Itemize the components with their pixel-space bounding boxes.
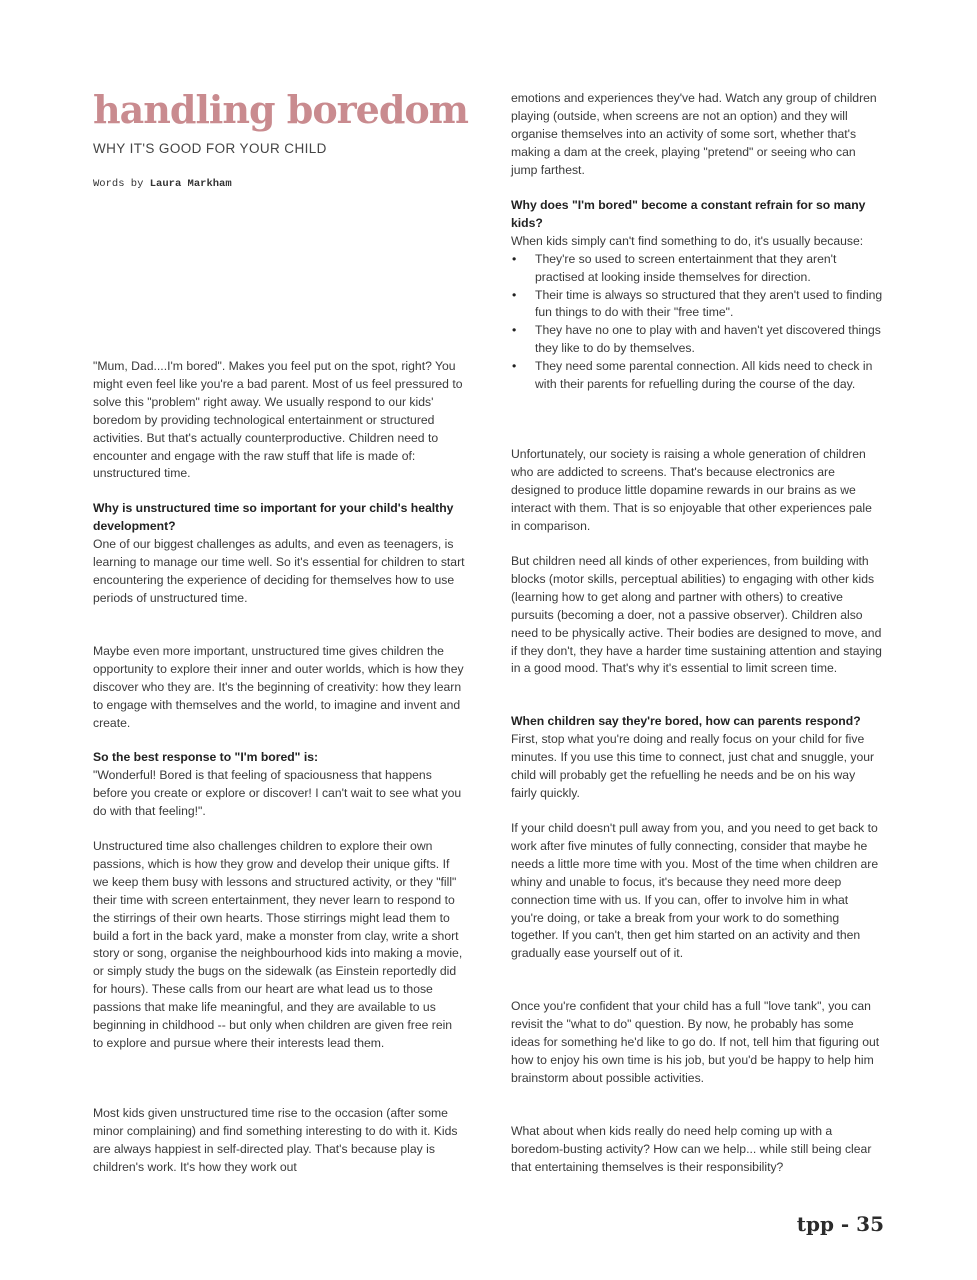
section-heading: When children say they're bored, how can parents respond? <box>511 714 861 728</box>
paragraph: First, stop what you're doing and really focus on your child for five minutes. If you use this time to connect, just chat and snuggle, your child will probably get the refuelling he needs and be on his way fairly quickly. <box>511 731 875 800</box>
paragraph: Unstructured time also challenges children to explore their own passions, which is how they grow and develop their unique gifts. If we keep them busy with lessons and structured activity, or they "fill" their time with screen entertainment, they never learn to respond to the stirrings of their own hearts. Those stirrings might lead them to build a fort in the back yard, make a monster from clay, write a short story or song, organise the neighbourhood kids into making a movie, or simply study the bugs on the sidewalk (as Einstein reportedly did for hours). These calls from our heart are what lead us to those passions that make life meaningful, and they are available to us beginning in childhood -- but only when children are given free rein to explore and pursue where their interests lead them. <box>93 839 463 1050</box>
left-section-best-response <box>93 749 465 821</box>
paragraph: "Wonderful! Bored is that feeling of spaciousness that happens before you create or explore or discover! I can't wait to see what you do with that feeling!". <box>93 767 462 818</box>
paragraph: What about when kids really do need help coming up with a boredom-busting activity? How can we help... while still being clear that entertaining themselves is their responsibility? <box>511 1124 872 1174</box>
reasons-list <box>511 251 883 394</box>
right-section-respond <box>511 713 883 803</box>
left-section-unstructured <box>93 500 465 607</box>
byline <box>93 178 232 190</box>
right-paragraph-love-tank <box>511 998 883 1088</box>
list-item: • Their time is always so structured that they aren't used to finding fun things to do with their "free time". <box>511 287 883 323</box>
paragraph: "Mum, Dad....I'm bored". Makes you feel put on the spot, right? You might even feel like you're a bad parent. Most of us feel pressured to solve this "problem" right away. We usually respond to our kids' boredom by providing technological entertainment or structured activities. But that's actually counterproductive. Children need to encounter and engage with the raw stuff that life is made of: unstructured time. <box>93 359 463 481</box>
paragraph: Unfortunately, our society is raising a whole generation of children who are addicted to screens. That's because electronics are designed to produce little dopamine rewards in our brains as we interact with them. That is so enjoyable that other experiences pale in comparison. <box>511 447 872 533</box>
list-item: • They have no one to play with and haven't yet discovered things they like to do by themselves. <box>511 322 883 358</box>
right-section-refrain <box>511 197 883 394</box>
paragraph: One of our biggest challenges as adults, and even as teenagers, is learning to manage our time well. So it's essential for children to start encountering the experience of deciding for themselves how to use periods of unstructured time. <box>93 536 465 605</box>
right-paragraph-what-about <box>511 1123 883 1177</box>
section-heading: Why is unstructured time so important for your child's healthy development? <box>93 501 454 533</box>
paragraph: Once you're confident that your child has a full "love tank", you can revisit the "what to do" question. By now, he probably has some ideas for something he'd like to go do. If not, tell him that figuring out how to enjoy his own time is his job, but you'd be happy to help him brainstorm about possible activities. <box>511 999 880 1085</box>
article-subtitle: WHY IT'S GOOD FOR YOUR CHILD <box>93 141 327 156</box>
list-item: • They need some parental connection. All kids need to check in with their parents for refuelling during the course of the day. <box>511 358 883 394</box>
left-paragraph-passions <box>93 838 465 1053</box>
paragraph: But children need all kinds of other experiences, from building with blocks (motor skills, perceptual abilities) to engaging with other kids (learning how to get along and partner with others) to creative pursuits (becoming a doer, not a passive observer). Children also need to be physically active. Their bodies are designed to move, and if they don't, they have a harder time sustaining attention and staying in a good mood. That's why it's essential to limit screen time. <box>511 554 882 676</box>
left-paragraph-occasion <box>93 1105 465 1177</box>
right-paragraph-screens <box>511 446 883 536</box>
section-heading: Why does "I'm bored" become a constant refrain for so many kids? <box>511 198 866 230</box>
page-folio: tpp - 35 <box>796 1212 884 1236</box>
paragraph: Maybe even more important, unstructured time gives children the opportunity to explore their inner and outer worlds, which is how they discover who they are. It's the beginning of creativity: how they learn to engage with themselves and the world, to imagine and invent and create. <box>93 644 464 730</box>
section-heading: So the best response to "I'm bored" is: <box>93 750 319 764</box>
paragraph: When kids simply can't find something to do, it's usually because: <box>511 233 864 248</box>
left-column-intro <box>93 358 465 483</box>
right-paragraph-connection <box>511 820 883 963</box>
byline-prefix: Words by <box>93 178 144 190</box>
right-paragraph-continued <box>511 90 883 180</box>
byline-author: Laura Markham <box>149 178 232 190</box>
paragraph: If your child doesn't pull away from you, and you need to get back to work after five minutes of fully connecting, consider that maybe he needs a little more time with you. Most of the time when children are whiny and unable to focus, it's because they need more deep connection time with us. If you can, offer to involve him in what you're doing, or take a break from your work to do something together. If you can't, then get him started on an activity and then gradually ease yourself out of it. <box>511 821 879 961</box>
paragraph: Most kids given unstructured time rise to the occasion (after some minor complaining) and find something interesting to do with it. Kids are always happiest in self-directed play. That's because play is children's work. It's how they work out <box>93 1106 458 1174</box>
paragraph: emotions and experiences they've had. Watch any group of children playing (outside, when screens are not an option) and they will organise themselves into an activity of some sort, whether that's making a dam at the creek, playing "pretend" or seeing who can jump farthest. <box>511 91 877 177</box>
article-title: handling boredom <box>93 87 468 132</box>
list-item: • They're so used to screen entertainment that they aren't practised at looking inside themselves for direction. <box>511 251 883 287</box>
right-paragraph-experiences <box>511 553 883 678</box>
left-paragraph-inner-worlds <box>93 643 465 733</box>
